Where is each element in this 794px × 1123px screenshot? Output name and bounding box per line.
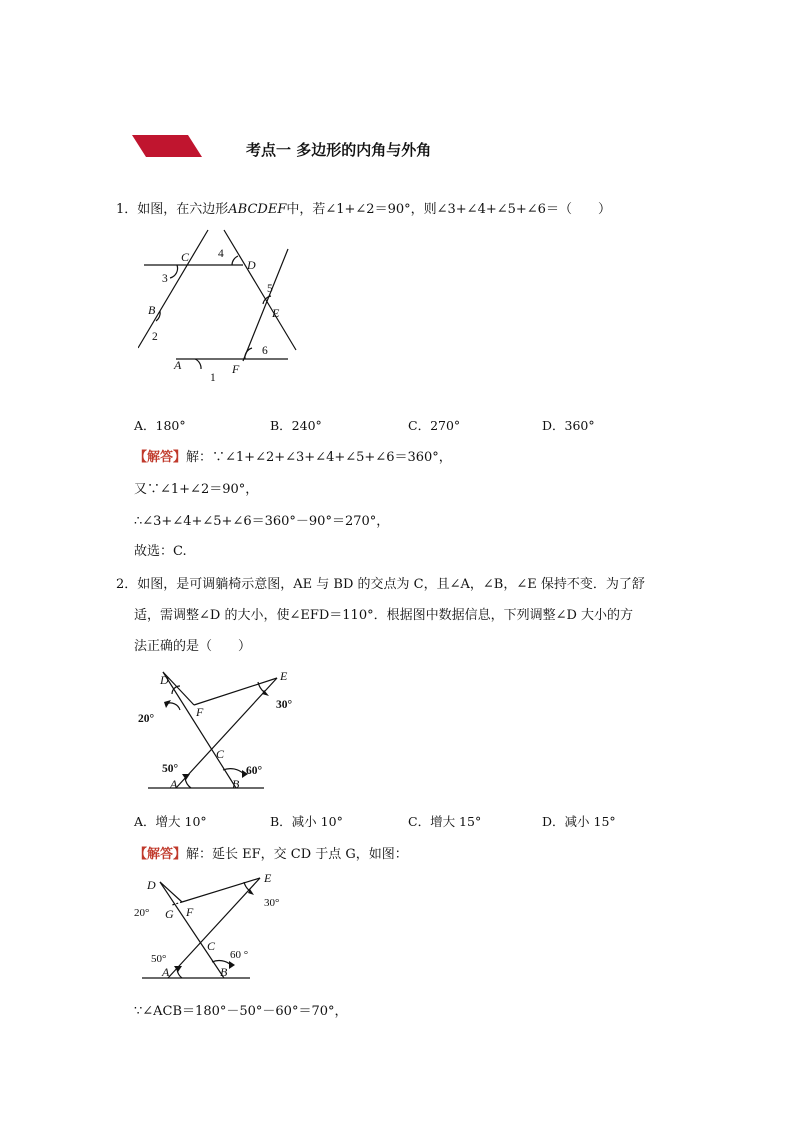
label-D: D — [247, 258, 256, 272]
hexagon-figure — [138, 226, 298, 398]
q1-solution-line-1 — [134, 446, 452, 465]
label-E: E — [280, 669, 288, 683]
label-D: D — [160, 673, 169, 687]
answer-label: 【解答】 — [134, 847, 187, 862]
label-F: F — [196, 705, 204, 719]
q2-option-a[interactable]: A．增大 10° — [134, 814, 207, 829]
angle-50: 50° — [151, 953, 167, 965]
question-2-line-2: 适，需调整∠D 的大小，使∠EFD＝110°．根据图中数据信息，下列调整∠D 大小的方 — [134, 608, 634, 623]
label-B: B — [148, 303, 156, 317]
angle-20: 20° — [138, 713, 155, 725]
label-A: A — [162, 965, 170, 979]
recliner-solution-figure — [134, 868, 294, 984]
q2-text: 如图，是可调躺椅示意图，AE 与 BD 的交点为 C，且∠A，∠B，∠E 保持不变．为了舒 — [137, 577, 645, 592]
question-2-line-3: 法正确的是（ ） — [134, 639, 252, 654]
angle-30: 30° — [276, 699, 293, 711]
label-B: B — [232, 777, 240, 791]
angle-6: 6 — [262, 345, 268, 357]
label-C: C — [216, 747, 225, 761]
label-E: E — [272, 306, 280, 320]
question-1-stem — [116, 198, 611, 217]
angle-30: 30° — [264, 897, 280, 909]
q2-solution-text: 解：延长 EF，交 CD 于点 G，如图： — [186, 847, 408, 862]
angle-3: 3 — [162, 273, 168, 285]
question-2-line-1 — [116, 573, 645, 592]
section-title: 考点一 多边形的内角与外角 — [246, 141, 432, 159]
angle-50: 50° — [162, 763, 179, 775]
label-E: E — [264, 871, 272, 885]
q2-solution-line-1 — [134, 843, 408, 862]
question-number: 1． — [116, 202, 138, 217]
q1-option-b[interactable]: B．240° — [270, 418, 322, 433]
q1-text: 如图，在六边形 — [137, 202, 229, 217]
q1-polygon-name: ABCDEF — [228, 202, 287, 217]
label-G: G — [165, 907, 174, 921]
recliner-figure — [136, 664, 306, 794]
label-A: A — [174, 358, 182, 372]
label-C: C — [181, 250, 190, 264]
answer-label: 【解答】 — [134, 450, 187, 465]
angle-1: 1 — [210, 372, 216, 384]
q2-option-b[interactable]: B．减小 10° — [270, 814, 343, 829]
q1-solution-line-3: ∴∠3+∠4+∠5+∠6＝360°－90°＝270°， — [134, 514, 390, 529]
section-banner — [132, 135, 202, 157]
angle-60: 60 ° — [230, 949, 249, 961]
q1-option-a[interactable]: A．180° — [134, 418, 186, 433]
q1-solution-line-4: 故选：C. — [134, 544, 187, 559]
angle-20: 20° — [134, 907, 150, 919]
label-F: F — [186, 905, 194, 919]
q1-solution-line-2: 又∵∠1+∠2＝90°， — [134, 482, 259, 497]
q1-option-d[interactable]: D．360° — [542, 418, 595, 433]
label-F: F — [232, 362, 240, 376]
label-A: A — [170, 777, 178, 791]
q1-solution-text: 解：∵∠1+∠2+∠3+∠4+∠5+∠6＝360°， — [186, 450, 452, 465]
q2-option-c[interactable]: C．增大 15° — [408, 814, 482, 829]
label-B: B — [220, 965, 228, 979]
label-C: C — [207, 939, 216, 953]
angle-4: 4 — [218, 248, 224, 260]
q2-solution-last-line: ∵∠ACB＝180°－50°－60°＝70°， — [134, 1004, 348, 1019]
q1-option-c[interactable]: C．270° — [408, 418, 461, 433]
question-number: 2． — [116, 577, 138, 592]
q2-option-d[interactable]: D．减小 15° — [542, 814, 616, 829]
angle-5: 5 — [267, 283, 273, 295]
label-D: D — [147, 878, 156, 892]
angle-2: 2 — [152, 331, 158, 343]
angle-60: 60° — [246, 765, 263, 777]
q1-text-end: 中，若∠1+∠2＝90°，则∠3+∠4+∠5+∠6＝（ ） — [286, 202, 611, 217]
